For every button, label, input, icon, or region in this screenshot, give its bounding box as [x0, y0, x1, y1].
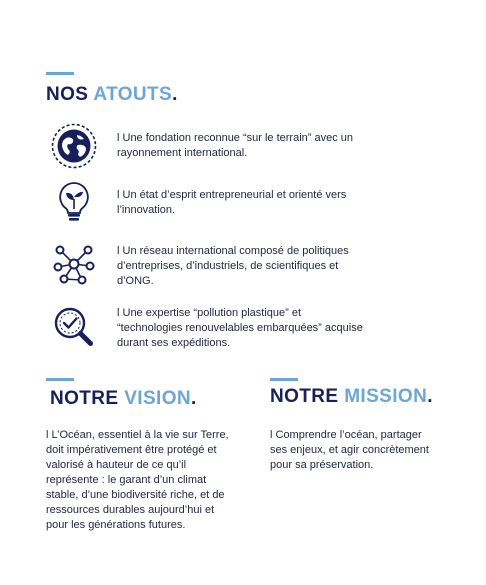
- network-icon: [50, 240, 98, 288]
- asset-text-3: l Un réseau international composé de politiques d’entreprises, d’industriels, de scientifiques et d’ONG.: [117, 245, 349, 287]
- atouts-heading-dot: .: [172, 84, 178, 105]
- mission-heading-dot: .: [427, 386, 433, 407]
- vision-heading-accent: VISION: [124, 388, 191, 409]
- atouts-accent-bar: [46, 72, 74, 75]
- asset-text-4: l Une expertise “pollution plastique” et “technologies renouvelables embarquées” acquise durant ses expéditions.: [117, 307, 363, 349]
- globe-icon: [50, 122, 98, 170]
- magnifier-check-icon: [50, 303, 98, 351]
- mission-heading-main: NOTRE: [270, 386, 345, 407]
- asset-text-1: l Une fondation reconnue “sur le terrain” avec un rayonnement international.: [117, 132, 354, 159]
- lightbulb-plant-icon: [50, 178, 98, 226]
- vision-heading-main: NOTRE: [50, 388, 125, 409]
- vision-accent-bar: [46, 378, 74, 381]
- mission-heading-accent: MISSION: [344, 386, 428, 407]
- mission-text: l Comprendre l’océan, partager ses enjeux, et agir concrètement pour sa préservation.: [270, 429, 429, 471]
- vision-text: l L’Océan, essentiel à la vie sur Terre, doit impérativement être protégé et valorisé à hauteur de ce qu’il représente : le garant d’un climat stable, d’une biodiversité riche, et de ressources durables aujourd’hui et pour les générations futures.: [46, 429, 229, 531]
- asset-text-2: l Un état d’esprit entrepreneurial et orienté vers l’innovation.: [117, 189, 347, 216]
- vision-heading: [50, 388, 197, 410]
- atouts-heading: [46, 84, 178, 106]
- mission-heading: [270, 386, 433, 408]
- atouts-heading-accent: ATOUTS: [93, 84, 173, 105]
- vision-heading-dot: .: [191, 388, 197, 409]
- mission-accent-bar: [270, 378, 298, 381]
- atouts-heading-main: NOS: [46, 84, 94, 105]
